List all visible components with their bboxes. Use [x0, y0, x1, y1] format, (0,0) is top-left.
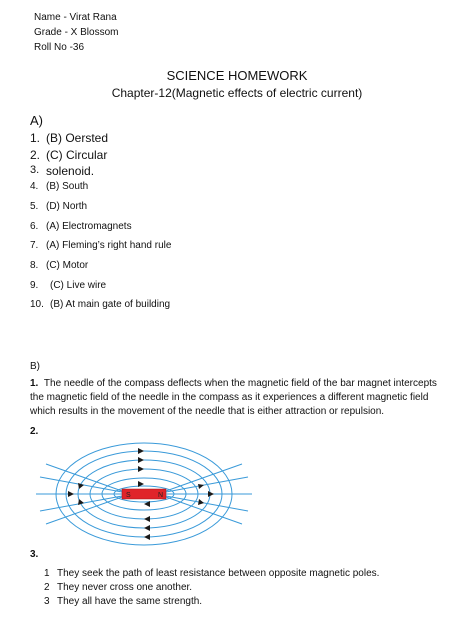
b-answer-1 — [30, 377, 448, 419]
magnetic-field-diagram — [34, 439, 254, 549]
student-name: Name - Virat Rana — [34, 12, 117, 23]
magnet-s-pole: S — [126, 492, 131, 499]
answer-text-3: solenoid. — [46, 164, 95, 178]
point-text-3: They all have the same strength. — [57, 596, 203, 607]
section-a-label: A) — [30, 113, 43, 128]
answer-text-6: (A) Electromagnets — [46, 221, 132, 232]
student-roll: Roll No -36 — [34, 42, 85, 53]
answer-num-3: 3. — [30, 164, 40, 176]
point-text-1: They seek the path of least resistance between opposite magnetic poles. — [57, 568, 380, 579]
b-answer-2-num: 2. — [30, 426, 39, 437]
answer-text-7: (A) Fleming’s right hand rule — [46, 240, 172, 251]
answer-num-10: 10. — [30, 299, 44, 310]
answer-num-1: 1. — [30, 131, 41, 145]
answer-text-9: (C) Live wire — [50, 280, 107, 291]
section-b-label: B) — [30, 361, 40, 372]
answer-num-2: 2. — [30, 148, 41, 162]
student-grade: Grade - X Blossom — [34, 27, 119, 38]
answer-num-6: 6. — [30, 221, 39, 232]
answer-num-8: 8. — [30, 260, 39, 271]
b-answer-1-text: The needle of the compass deflects when the magnetic field of the bar magnet intercepts the magnetic field of the needle in the compass as it experiences a different magnetic field which results in the movement of the needle that is either attraction or repulsion. — [30, 378, 437, 417]
answer-text-10: (B) At main gate of building — [50, 299, 171, 310]
magnet-n-pole: N — [158, 492, 164, 499]
answer-num-9: 9. — [30, 280, 39, 291]
answer-text-8: (C) Motor — [46, 260, 89, 271]
point-text-2: They never cross one another. — [57, 582, 193, 593]
answer-num-4: 4. — [30, 181, 39, 192]
b-answer-3-num: 3. — [30, 549, 39, 560]
answer-num-5: 5. — [30, 201, 39, 212]
answer-text-2: (C) Circular — [46, 148, 108, 162]
answer-text-4: (B) South — [46, 181, 89, 192]
b-answer-1-num: 1. — [30, 378, 39, 389]
answer-num-7: 7. — [30, 240, 39, 251]
page-title: SCIENCE HOMEWORK — [166, 68, 308, 83]
answer-text-5: (D) North — [46, 201, 88, 212]
answer-text-1: (B) Oersted — [46, 131, 109, 145]
point-num-1: 1 — [44, 568, 50, 579]
point-num-2: 2 — [44, 582, 50, 593]
point-num-3: 3 — [44, 596, 50, 607]
page-subtitle: Chapter-12(Magnetic effects of electric current) — [111, 86, 363, 100]
